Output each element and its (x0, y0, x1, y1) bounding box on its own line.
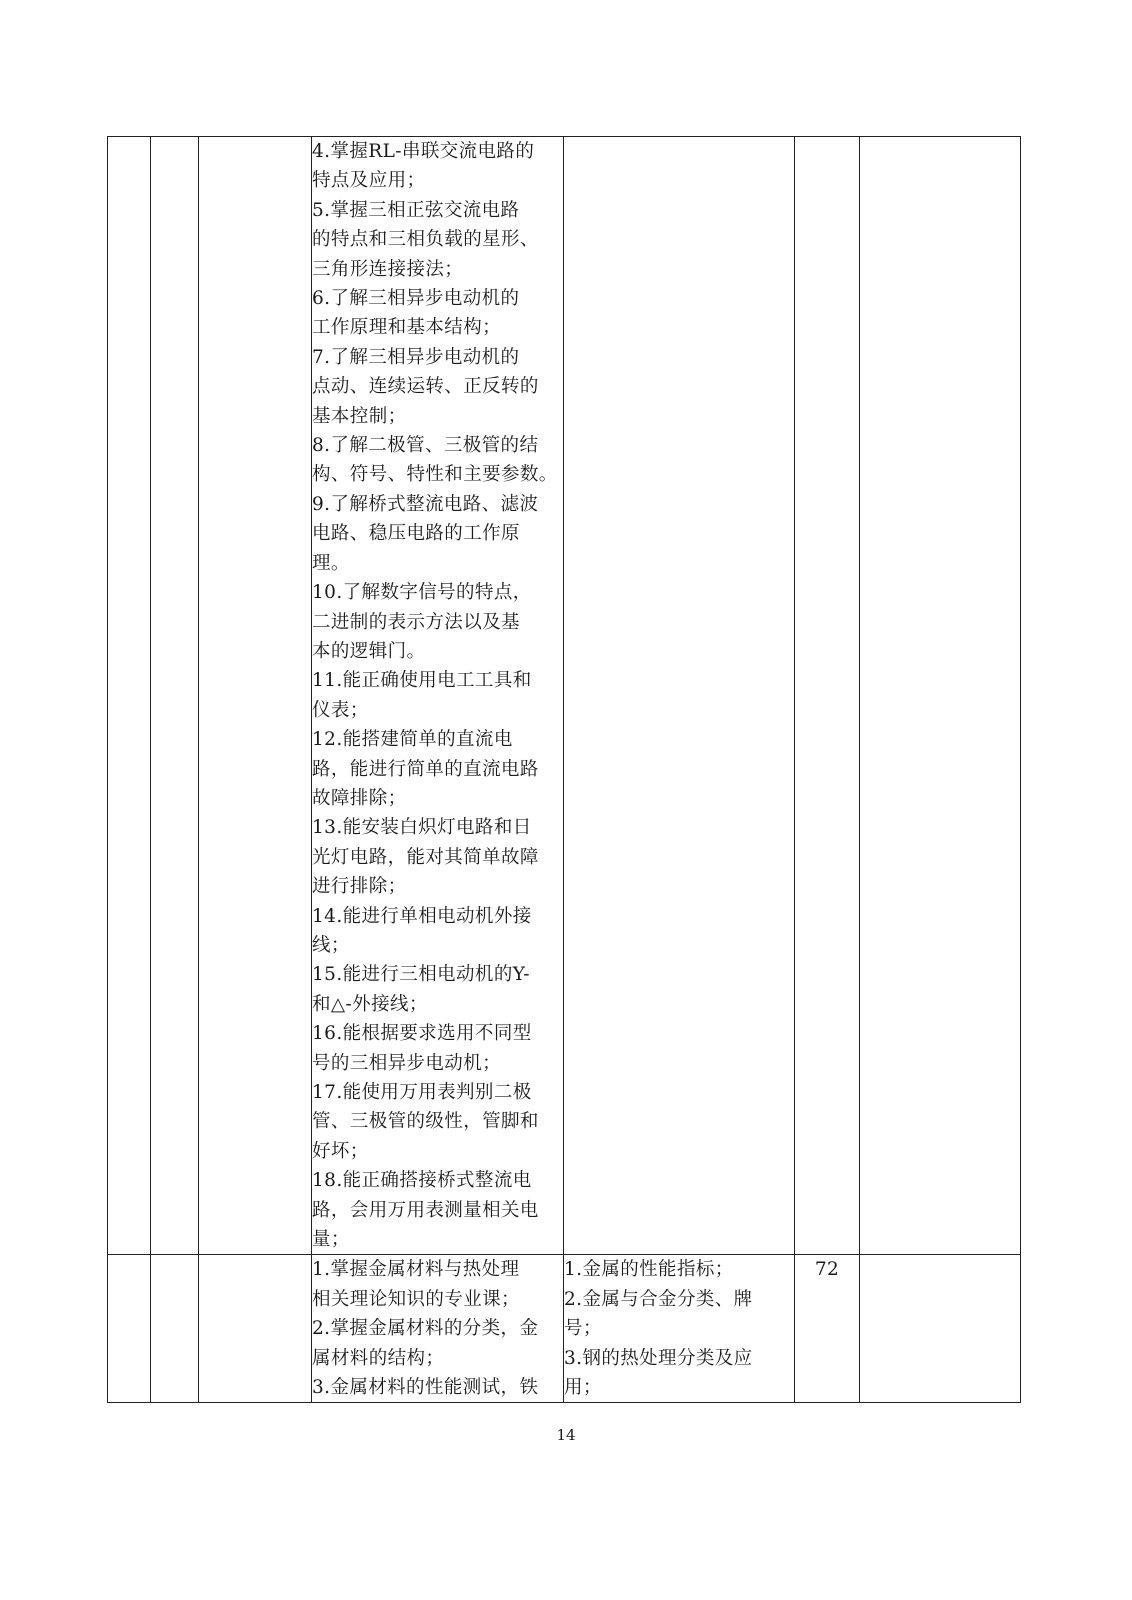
text-line: 管、三极管的级性，管脚和 (312, 1111, 539, 1133)
objectives-cell (312, 137, 564, 1255)
text-line: 仪表； (312, 699, 369, 721)
table-cell-empty (108, 1255, 151, 1403)
text-line: 线； (312, 934, 350, 956)
text-line: 8.了解二极管、三极管的结 (312, 435, 539, 457)
text-line: 18.能正确搭接桥式整流电 (312, 1170, 532, 1192)
text-line: 16.能根据要求选用不同型 (312, 1023, 532, 1045)
text-line: 三角形连接接法； (312, 258, 464, 280)
text-line: 路，会用万用表测量相关电 (312, 1199, 539, 1221)
table-cell-empty (151, 1255, 199, 1403)
text-line: 3.钢的热处理分类及应 (564, 1347, 753, 1369)
hours-cell: 72 (795, 1255, 860, 1403)
text-line: 的特点和三相负载的星形、 (312, 229, 539, 251)
text-line: 故障排除； (312, 787, 407, 809)
table-cell-empty (564, 137, 795, 1255)
content-cell (564, 1255, 795, 1403)
text-line: 路，能进行简单的直流电路 (312, 758, 539, 780)
text-line: 17.能使用万用表判别二极 (312, 1082, 532, 1103)
text-line: 15.能进行三相电动机的Y- (312, 964, 530, 986)
text-line: 特点及应用； (312, 170, 426, 192)
text-line: 14.能进行单相电动机外接 (312, 905, 532, 927)
text-line: 号的三相异步电动机； (312, 1052, 502, 1074)
text-line: 和△-外接线； (312, 993, 428, 1015)
text-line: 好坏； (312, 1140, 369, 1162)
text-line: 9.了解桥式整流电路、滤波 (312, 493, 539, 515)
text-line: 2.金属与合金分类、牌 (564, 1288, 753, 1310)
page-number: 14 (556, 1426, 576, 1444)
text-line: 12.能搭建简单的直流电 (312, 729, 513, 751)
text-line: 3.金属材料的性能测试，铁 (312, 1377, 539, 1399)
text-line: 本的逻辑门。 (312, 640, 426, 662)
table-row (108, 137, 1021, 1255)
text-line: 1.掌握金属材料与热处理 (312, 1259, 520, 1281)
text-line: 属材料的结构； (312, 1347, 445, 1369)
text-line: 电路、稳压电路的工作原 (312, 523, 520, 545)
table-cell-empty (199, 1255, 312, 1403)
text-line: 二进制的表示方法以及基 (312, 611, 520, 633)
table-cell-empty (860, 137, 1021, 1255)
text-line: 构、符号、特性和主要参数。 (312, 464, 558, 486)
text-line: 基本控制； (312, 405, 407, 427)
text-line: 6.了解三相异步电动机的 (312, 288, 520, 310)
text-line: 进行排除； (312, 876, 407, 898)
text-line: 1.金属的性能指标； (564, 1259, 734, 1281)
table-cell-empty (860, 1255, 1021, 1403)
table-cell-empty (108, 137, 151, 1255)
curriculum-table (107, 136, 1021, 1403)
text-line: 4.掌握RL-串联交流电路的 (312, 141, 535, 162)
text-line: 光灯电路，能对其简单故障 (312, 846, 539, 868)
text-line: 相关理论知识的专业课； (312, 1288, 520, 1310)
text-line: 13.能安装白炽灯电路和日 (312, 817, 532, 839)
table-row (108, 1255, 1021, 1403)
text-line: 7.了解三相异步电动机的 (312, 346, 520, 368)
text-line: 号； (564, 1318, 602, 1340)
text-line: 理。 (312, 552, 350, 574)
text-line: 5.掌握三相正弦交流电路 (312, 199, 520, 221)
table-cell-empty (795, 137, 860, 1255)
table-cell-empty (151, 137, 199, 1255)
objectives-cell (312, 1255, 564, 1403)
text-line: 10.了解数字信号的特点， (312, 582, 532, 604)
text-line: 量； (312, 1229, 350, 1251)
text-line: 用； (564, 1377, 602, 1399)
table-cell-empty (199, 137, 312, 1255)
text-line: 2.掌握金属材料的分类，金 (312, 1318, 539, 1340)
text-line: 11.能正确使用电工工具和 (312, 670, 532, 692)
text-line: 点动、连续运转、正反转的 (312, 376, 539, 398)
text-line: 工作原理和基本结构； (312, 317, 502, 339)
